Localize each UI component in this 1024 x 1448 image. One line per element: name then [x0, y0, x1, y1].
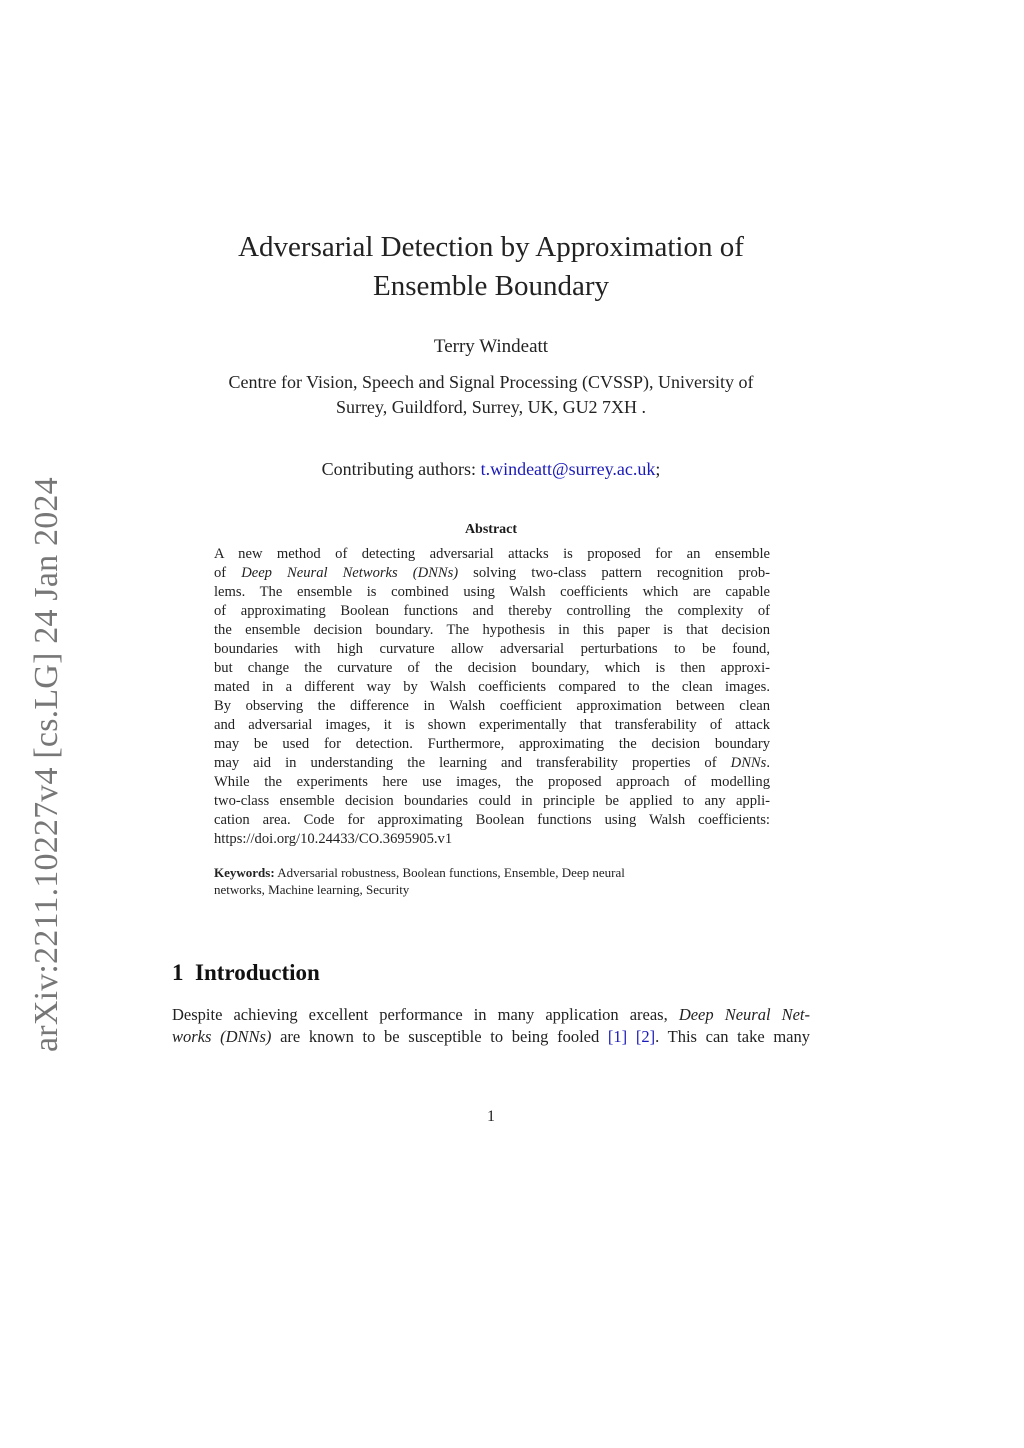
abstract-line: boundaries with high curvature allow adversarial perturbations to be found,	[214, 641, 770, 657]
introduction-paragraph	[172, 1004, 810, 1048]
citation-link-2[interactable]: [2]	[635, 1027, 656, 1046]
contributing-suffix: ;	[655, 459, 661, 479]
affiliation-line-2: Surrey, Guildford, Surrey, UK, GU2 7XH .	[335, 397, 647, 417]
abstract-line: and adversarial images, it is shown experimentally that transferability of attack	[214, 717, 770, 733]
paper-title	[0, 228, 982, 306]
page-number: 1	[487, 1108, 495, 1125]
abstract-doi-link[interactable]: https://doi.org/10.24433/CO.3695905.v1	[214, 831, 453, 847]
abstract-body	[214, 545, 770, 849]
abstract-line: may be used for detection. Furthermore, approximating the decision boundary	[214, 736, 770, 752]
abstract-line: mated in a different way by Walsh coefficients compared to the clean images.	[214, 679, 770, 695]
section-heading-introduction	[172, 960, 320, 986]
keywords-line-2: networks, Machine learning, Security	[214, 882, 410, 897]
abstract-line: two-class ensemble decision boundaries could in principle be applied to any appli-	[214, 793, 770, 809]
author-email-link[interactable]: t.windeatt@surrey.ac.uk	[480, 459, 656, 479]
abstract-line: of Deep Neural Networks (DNNs) solving two-class pattern recognition prob-	[214, 565, 770, 581]
abstract-line: While the experiments here use images, the proposed approach of modelling	[214, 774, 770, 790]
citation-link-1[interactable]: [1]	[607, 1027, 628, 1046]
abstract-line: may aid in understanding the learning and transferability properties of DNNs.	[214, 755, 770, 771]
title-line-1: Adversarial Detection by Approximation of	[238, 231, 744, 263]
author-name: Terry Windeatt	[433, 336, 549, 357]
contributing-authors	[0, 459, 982, 480]
intro-line-1: Despite achieving excellent performance in many application areas, Deep Neural Net-	[172, 1005, 811, 1024]
section-title: Introduction	[195, 960, 320, 985]
affiliation	[190, 370, 792, 420]
section-number: 1	[172, 960, 184, 985]
abstract-heading: Abstract	[464, 522, 518, 537]
abstract-line: By observing the difference in Walsh coefficient approximation between clean	[214, 698, 770, 714]
affiliation-line-1: Centre for Vision, Speech and Signal Processing (CVSSP), University of	[228, 372, 754, 392]
contributing-label: Contributing authors:	[321, 459, 481, 479]
abstract-line: of approximating Boolean functions and thereby controlling the complexity of	[214, 603, 770, 619]
title-line-2: Ensemble Boundary	[373, 270, 609, 302]
abstract-line: but change the curvature of the decision boundary, which is then approxi-	[214, 660, 770, 676]
keywords	[214, 864, 770, 898]
abstract-line: the ensemble decision boundary. The hypothesis in this paper is that decision	[214, 622, 770, 638]
abstract-line: lems. The ensemble is combined using Walsh coefficients which are capable	[214, 584, 770, 600]
arxiv-identifier-stamp: arXiv:2211.10227v4 [cs.LG] 24 Jan 2024	[28, 477, 65, 1052]
abstract-line: cation area. Code for approximating Boolean functions using Walsh coefficients:	[214, 812, 770, 828]
abstract-line: A new method of detecting adversarial attacks is proposed for an ensemble	[214, 546, 770, 562]
keywords-line-1: Keywords: Adversarial robustness, Boolean functions, Ensemble, Deep neural	[214, 865, 625, 880]
keywords-label: Keywords:	[214, 865, 275, 880]
intro-line-2: works (DNNs) are known to be susceptible to being fooled [1] [2]. This can take many	[172, 1027, 810, 1046]
